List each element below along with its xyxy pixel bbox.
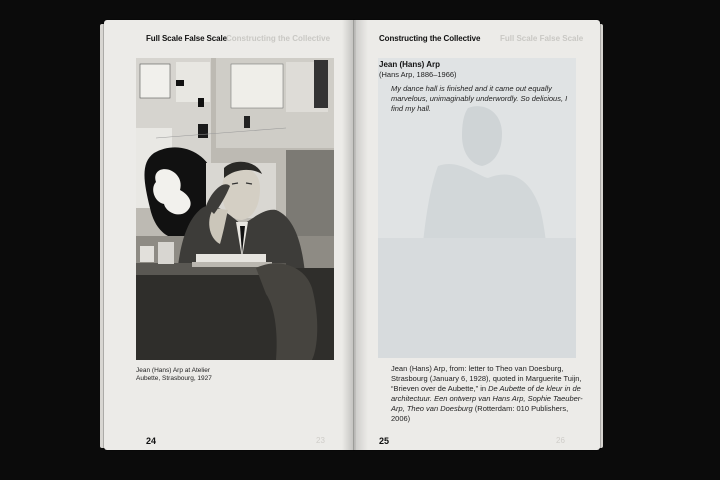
citation-part-2: (Rotterdam: 010 Publishers, 2006)	[391, 404, 569, 423]
right-running-head: Constructing the Collective	[379, 34, 481, 43]
author-dates: (Hans Arp, 1886–1966)	[379, 70, 457, 79]
left-page-number: 24	[146, 436, 157, 446]
right-ghost-head: Full Scale False Scale	[500, 34, 584, 43]
portrait-photo	[136, 58, 334, 360]
left-ghost-head: Constructing the Collective	[226, 34, 331, 43]
right-page-number: 25	[379, 436, 390, 446]
portrait-photo-illustration	[136, 58, 334, 360]
citation-title-italic: De Aubette of de kleur in de architectuur. Een ontwerp van Hans Arp, Sophie Taeuber-Arp, Theo van Doesburg	[391, 384, 583, 413]
source-citation	[391, 364, 583, 424]
photo-caption	[136, 367, 336, 383]
book-gutter	[342, 20, 368, 450]
quotation-text: My dance hall is finished and it came out equally marvelous, unimaginably underwordly. So delicious, I find my hall.	[391, 84, 568, 113]
caption-line-2: Aubette, Strasbourg, 1927	[136, 375, 212, 382]
left-ghost-page-number: 23	[316, 436, 325, 445]
left-running-head: Full Scale False Scale	[146, 34, 227, 43]
right-ghost-page-number: 26	[556, 436, 565, 445]
author-name: Jean (Hans) Arp	[379, 60, 441, 69]
citation-part-1: Jean (Hans) Arp, from: letter to Theo van Doesburg, Strasbourg (January 6, 1928), quoted in Marguerite Tuijn, “Brieven over de Aubette,” in	[391, 364, 582, 393]
caption-line-1: Jean (Hans) Arp at Atelier	[136, 367, 211, 374]
